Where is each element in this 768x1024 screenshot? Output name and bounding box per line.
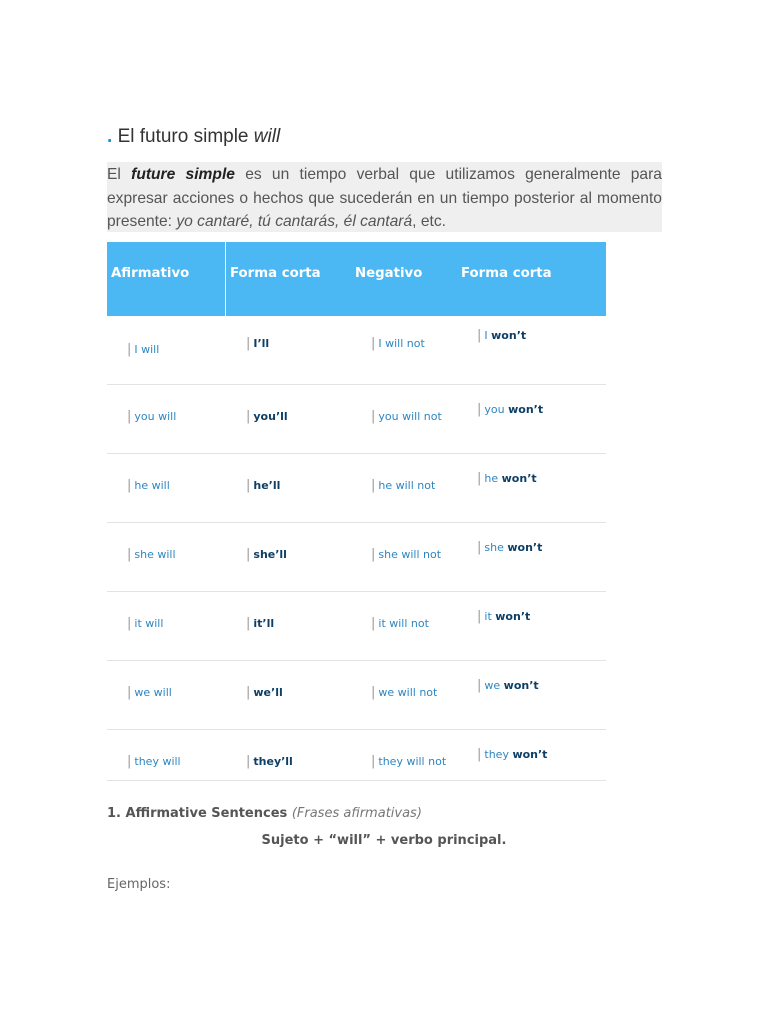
- table-row: [107, 661, 606, 730]
- neg-subject: she: [484, 541, 504, 554]
- cell-negative-short: [477, 402, 543, 417]
- neg-short-form: won’t: [512, 748, 548, 761]
- intro-term: future simple: [131, 166, 235, 183]
- intro-suffix: , etc.: [412, 213, 446, 230]
- neg-subject: we: [484, 679, 501, 692]
- intro-prefix: El: [107, 166, 121, 183]
- table-row: [107, 592, 606, 661]
- neg-short-form: won’t: [503, 679, 539, 692]
- table-row: [107, 316, 606, 385]
- cell-affirmative: | she will: [127, 547, 176, 562]
- neg-short-form: won’t: [491, 329, 527, 342]
- section-heading-text: 1. Affirmative Sentences: [107, 806, 288, 821]
- section-heading-note: (Frases afirmativas): [291, 806, 422, 821]
- intro-body: es un tiempo verbal que utilizamos generalmente para expresar acciones o hechos que sucederán en un tiempo posterior al momento presente:: [107, 166, 662, 230]
- neg-subject: I: [484, 329, 488, 342]
- cell-affirmative: | we will: [127, 685, 172, 700]
- cell-negative: | I will not: [371, 336, 425, 351]
- intro-paragraph: [107, 162, 662, 232]
- cell-affirmative: | you will: [127, 409, 176, 424]
- section-heading: [107, 806, 422, 821]
- cell-affirmative: | they will: [127, 754, 181, 769]
- cell-negative: | he will not: [371, 478, 435, 493]
- cell-affirmative: | I will: [127, 342, 159, 357]
- neg-subject: it: [484, 610, 492, 623]
- neg-short-form: won’t: [507, 541, 543, 554]
- table-header: [107, 242, 606, 316]
- header-forma-corta: Forma corta: [230, 266, 321, 281]
- title-text: El futuro simple: [117, 126, 249, 147]
- cell-affirmative: | he will: [127, 478, 170, 493]
- cell-negative: | she will not: [371, 547, 441, 562]
- header-forma-corta-negativa: Forma corta: [461, 266, 552, 281]
- title-dot: .: [107, 126, 113, 147]
- cell-short-form: | it’ll: [246, 616, 274, 631]
- neg-short-form: won’t: [501, 472, 537, 485]
- cell-short-form: | we’ll: [246, 685, 283, 700]
- table-row: [107, 454, 606, 523]
- cell-negative-short: [477, 540, 542, 555]
- cell-negative: | you will not: [371, 409, 442, 424]
- neg-short-form: won’t: [508, 403, 544, 416]
- cell-negative: | they will not: [371, 754, 446, 769]
- header-divider: [225, 242, 226, 316]
- neg-subject: you: [484, 403, 505, 416]
- title-emphasis: will: [253, 126, 281, 147]
- cell-negative-short: [477, 678, 539, 693]
- cell-short-form: | they’ll: [246, 754, 293, 769]
- page-title: [107, 126, 280, 148]
- header-afirmativo: Afirmativo: [111, 266, 190, 281]
- cell-affirmative: | it will: [127, 616, 163, 631]
- table-row: [107, 523, 606, 592]
- examples-label: Ejemplos:: [107, 877, 171, 892]
- conjugation-table: [107, 242, 606, 781]
- table-body: [107, 316, 606, 781]
- cell-negative-short: [477, 328, 526, 343]
- cell-negative: | we will not: [371, 685, 437, 700]
- intro-examples: yo cantaré, tú cantarás, él cantará: [176, 213, 413, 230]
- neg-subject: they: [484, 748, 509, 761]
- table-row: [107, 385, 606, 454]
- cell-negative-short: [477, 609, 530, 624]
- table-row: [107, 730, 606, 781]
- neg-subject: he: [484, 472, 499, 485]
- cell-negative-short: [477, 747, 547, 762]
- header-negativo: Negativo: [355, 266, 423, 281]
- cell-short-form: | she’ll: [246, 547, 287, 562]
- cell-short-form: | he’ll: [246, 478, 280, 493]
- cell-short-form: | I’ll: [246, 336, 269, 351]
- cell-negative-short: [477, 471, 537, 486]
- formula: Sujeto + “will” + verbo principal.: [261, 833, 507, 848]
- cell-negative: | it will not: [371, 616, 429, 631]
- neg-short-form: won’t: [495, 610, 531, 623]
- cell-short-form: | you’ll: [246, 409, 288, 424]
